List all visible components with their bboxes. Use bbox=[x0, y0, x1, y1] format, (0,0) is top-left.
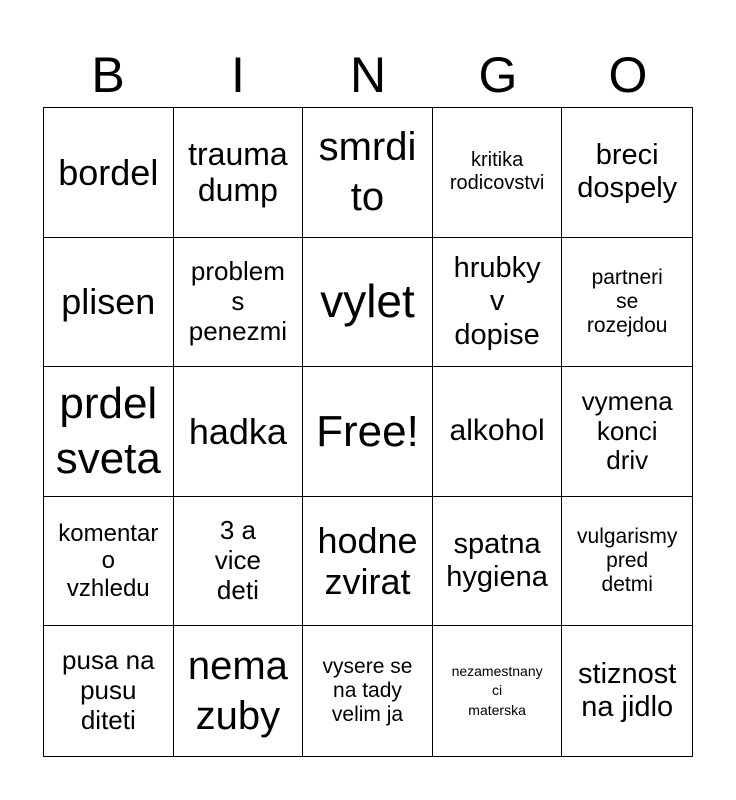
bingo-cell-r3c4[interactable] bbox=[433, 367, 563, 497]
bingo-cell-text: nema zuby bbox=[187, 644, 288, 739]
bingo-cell-text: prdel sveta bbox=[55, 379, 161, 484]
header-letter-b: B bbox=[91, 47, 125, 103]
bingo-cell-r5c4[interactable] bbox=[433, 626, 563, 756]
bingo-cell-r3c2[interactable] bbox=[174, 367, 304, 497]
bingo-cell-text: vylet bbox=[320, 275, 415, 328]
bingo-cell-text: hodne zvirat bbox=[317, 519, 418, 603]
bingo-cell-text: pusa na pusu diteti bbox=[62, 645, 155, 736]
bingo-cell-r4c1[interactable] bbox=[44, 497, 174, 627]
bingo-cell-text: smrdi to bbox=[318, 125, 417, 220]
header-letter-n: N bbox=[349, 47, 387, 103]
bingo-cell-text: komentar o vzhledu bbox=[58, 519, 159, 602]
bingo-cell-r3c1[interactable] bbox=[44, 367, 174, 497]
bingo-cell-text: Free! bbox=[316, 406, 419, 456]
bingo-cell-text: kritika rodicovstvi bbox=[449, 149, 545, 195]
bingo-cell-r2c3[interactable] bbox=[303, 238, 433, 368]
bingo-board bbox=[43, 107, 693, 757]
bingo-cell-text: spatna hygiena bbox=[446, 527, 548, 594]
bingo-free-space[interactable] bbox=[303, 367, 433, 497]
bingo-cell-r5c5[interactable] bbox=[562, 626, 692, 756]
bingo-cell-text: breci dospely bbox=[577, 138, 678, 205]
bingo-cell-r5c3[interactable] bbox=[303, 626, 433, 756]
header-letter-o: O bbox=[608, 47, 648, 103]
bingo-cell-r4c4[interactable] bbox=[433, 497, 563, 627]
bingo-cell-text: bordel bbox=[58, 151, 159, 193]
bingo-cell-text: trauma dump bbox=[188, 135, 288, 209]
bingo-cell-text: hadka bbox=[188, 410, 287, 452]
bingo-cell-r2c4[interactable] bbox=[433, 238, 563, 368]
bingo-cell-r4c3[interactable] bbox=[303, 497, 433, 627]
bingo-cell-text: vymena konci driv bbox=[581, 385, 673, 476]
bingo-header bbox=[43, 42, 693, 108]
bingo-cell-text: vysere se na tady velim ja bbox=[322, 654, 413, 727]
header-letter-i: I bbox=[231, 47, 245, 103]
bingo-cell-text: vulgarismy pred detmi bbox=[577, 524, 678, 597]
bingo-cell-text: hrubky v dopise bbox=[453, 251, 541, 351]
bingo-cell-r1c1[interactable] bbox=[44, 108, 174, 238]
bingo-cell-r4c2[interactable] bbox=[174, 497, 304, 627]
bingo-cell-r1c5[interactable] bbox=[562, 108, 692, 238]
bingo-cell-r2c1[interactable] bbox=[44, 238, 174, 368]
bingo-cell-r5c1[interactable] bbox=[44, 626, 174, 756]
bingo-cell-r2c5[interactable] bbox=[562, 238, 692, 368]
bingo-cell-r2c2[interactable] bbox=[174, 238, 304, 368]
bingo-cell-r5c2[interactable] bbox=[174, 626, 304, 756]
bingo-cell-r4c5[interactable] bbox=[562, 497, 692, 627]
bingo-cell-text: nezamestnany ci materska bbox=[451, 662, 543, 718]
bingo-cell-text: stiznost na jidlo bbox=[578, 657, 677, 724]
bingo-cell-r3c5[interactable] bbox=[562, 367, 692, 497]
bingo-cell-text: alkohol bbox=[449, 414, 545, 448]
bingo-cell-r1c3[interactable] bbox=[303, 108, 433, 238]
bingo-cell-text: plisen bbox=[61, 281, 156, 323]
bingo-cell-r1c4[interactable] bbox=[433, 108, 563, 238]
bingo-cell-text: problem s penezmi bbox=[188, 256, 288, 346]
bingo-cell-text: 3 a vice deti bbox=[214, 515, 262, 606]
header-letter-g: G bbox=[478, 47, 518, 103]
bingo-cell-r1c2[interactable] bbox=[174, 108, 304, 238]
bingo-cell-text: partneri se rozejdou bbox=[586, 265, 668, 337]
